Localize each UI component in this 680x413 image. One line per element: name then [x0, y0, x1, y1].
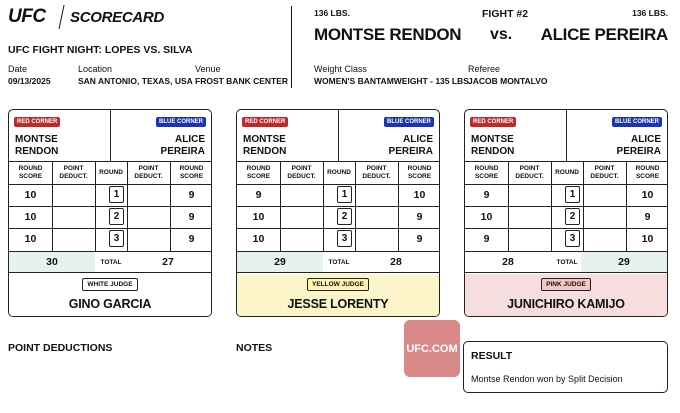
judge-name: JESSE LORENTY [287, 297, 389, 311]
blue-point-deduct-header: POINT DEDUCT. [134, 165, 163, 180]
red-last-name: RENDON [243, 146, 287, 157]
blue-total: 29 [581, 252, 667, 272]
round-row [9, 206, 211, 228]
red-round-score-header: ROUND SCORE [474, 165, 499, 180]
referee-label: Referee [468, 64, 501, 74]
blue-corner-fighter [617, 134, 661, 158]
point-deductions-title: POINT DEDUCTIONS [8, 342, 113, 354]
red-round-score: 10 [24, 233, 37, 245]
round-number: 1 [337, 186, 352, 203]
red-corner-fighter [15, 134, 58, 158]
blue-round-score: 10 [641, 189, 654, 201]
blue-round-score-header: ROUND SCORE [635, 165, 660, 180]
fight-number: FIGHT #2 [482, 8, 529, 20]
blue-last-name: PEREIRA [616, 146, 661, 157]
blue-round-score: 9 [188, 233, 195, 245]
blue-corner-badge: BLUE CORNER [612, 117, 662, 127]
blue-round-score: 10 [641, 233, 654, 245]
column-header-row [465, 162, 667, 184]
round-header: ROUND [555, 169, 579, 176]
round-row [465, 228, 667, 250]
notes-title: NOTES [236, 342, 273, 354]
red-corner-fighter [243, 134, 286, 158]
red-round-score: 10 [480, 211, 493, 223]
judge-card [8, 109, 212, 317]
column-header-row [9, 162, 211, 184]
red-total: 28 [465, 252, 551, 272]
blue-corner-badge: BLUE CORNER [384, 117, 434, 127]
red-last-name: RENDON [15, 146, 59, 157]
judge-badge: WHITE JUDGE [82, 278, 137, 291]
ufc-logo: UFC [8, 6, 46, 27]
red-round-score: 9 [255, 189, 262, 201]
red-total: 30 [9, 252, 95, 272]
blue-corner-fighter [389, 134, 433, 158]
blue-first-name: ALICE [403, 134, 433, 145]
round-row [237, 184, 439, 206]
venue-value: FROST BANK CENTER [195, 76, 289, 86]
total-row [9, 251, 211, 273]
blue-round-score: 10 [413, 189, 426, 201]
red-corner-fighter [471, 134, 514, 158]
total-label: TOTAL [100, 258, 122, 266]
round-row [237, 206, 439, 228]
result-text: Montse Rendon won by Split Decision [471, 374, 623, 384]
judge-card [464, 109, 668, 317]
blue-round-score: 9 [416, 233, 423, 245]
location-label: Location [78, 64, 113, 74]
corner-header [237, 110, 439, 162]
round-number: 1 [109, 186, 124, 203]
blue-weight: 136 LBS. [632, 8, 668, 18]
blue-fighter-name: ALICE PEREIRA [540, 25, 668, 44]
round-number: 3 [337, 230, 352, 247]
round-number: 2 [109, 208, 124, 225]
round-number: 3 [565, 230, 580, 247]
corner-header [9, 110, 211, 162]
total-row [465, 251, 667, 273]
total-row [237, 251, 439, 273]
judge-card [236, 109, 440, 317]
red-round-score: 9 [483, 233, 490, 245]
vs-label: vs. [490, 26, 513, 43]
judge-area [9, 274, 211, 317]
corner-divider [338, 110, 339, 162]
judge-name: JUNICHIRO KAMIJO [507, 297, 625, 311]
venue-label: Venue [195, 64, 221, 74]
blue-round-score: 9 [644, 211, 651, 223]
blue-first-name: ALICE [631, 134, 661, 145]
blue-round-score-header: ROUND SCORE [179, 165, 204, 180]
date-label: Date [8, 64, 28, 74]
round-header: ROUND [327, 169, 351, 176]
event-title: UFC FIGHT NIGHT: LOPES VS. SILVA [8, 44, 193, 56]
blue-round-score: 9 [188, 211, 195, 223]
red-round-score-header: ROUND SCORE [18, 165, 43, 180]
location-value: SAN ANTONIO, TEXAS, USA [78, 76, 193, 86]
round-row [465, 184, 667, 206]
total-label: TOTAL [328, 258, 350, 266]
round-row [465, 206, 667, 228]
judge-area [465, 274, 667, 317]
round-number: 2 [565, 208, 580, 225]
blue-round-score-header: ROUND SCORE [407, 165, 432, 180]
blue-last-name: PEREIRA [388, 146, 433, 157]
round-row [237, 228, 439, 250]
red-corner-badge: RED CORNER [470, 117, 516, 127]
red-last-name: RENDON [471, 146, 515, 157]
column-header-row [237, 162, 439, 184]
blue-total: 28 [353, 252, 439, 272]
judge-badge: YELLOW JUDGE [307, 278, 369, 291]
red-point-deduct-header: POINT DEDUCT. [287, 165, 316, 180]
corner-divider [566, 110, 567, 162]
round-number: 3 [109, 230, 124, 247]
judge-badge: PINK JUDGE [541, 278, 591, 291]
blue-total: 27 [125, 252, 211, 272]
blue-corner-fighter [161, 134, 205, 158]
red-first-name: MONTSE [471, 134, 514, 145]
red-round-score: 10 [252, 211, 265, 223]
red-round-score-header: ROUND SCORE [246, 165, 271, 180]
blue-point-deduct-header: POINT DEDUCT. [362, 165, 391, 180]
round-number: 2 [337, 208, 352, 225]
blue-corner-badge: BLUE CORNER [156, 117, 206, 127]
red-corner-badge: RED CORNER [14, 117, 60, 127]
round-header: ROUND [99, 169, 123, 176]
scorecard-title: SCORECARD [70, 9, 164, 26]
ufc-com-watermark: UFC.COM [404, 320, 460, 377]
weight-class-label: Weight Class [314, 64, 367, 74]
red-fighter-name: MONTSE RENDON [314, 25, 462, 44]
referee-value: JACOB MONTALVO [468, 76, 548, 86]
red-round-score: 10 [252, 233, 265, 245]
red-corner-badge: RED CORNER [242, 117, 288, 127]
header-divider [291, 6, 292, 88]
judge-area [237, 274, 439, 317]
weight-class-value: WOMEN'S BANTAMWEIGHT - 135 LBS. [314, 76, 472, 86]
blue-round-score: 9 [188, 189, 195, 201]
red-first-name: MONTSE [15, 134, 58, 145]
red-round-score: 10 [24, 189, 37, 201]
red-round-score: 9 [483, 189, 490, 201]
corner-divider [110, 110, 111, 162]
blue-first-name: ALICE [175, 134, 205, 145]
red-weight: 136 LBS. [314, 8, 350, 18]
blue-point-deduct-header: POINT DEDUCT. [590, 165, 619, 180]
red-point-deduct-header: POINT DEDUCT. [515, 165, 544, 180]
red-point-deduct-header: POINT DEDUCT. [59, 165, 88, 180]
corner-header [465, 110, 667, 162]
date-value: 09/13/2025 [8, 76, 51, 86]
round-row [9, 184, 211, 206]
red-total: 29 [237, 252, 323, 272]
blue-last-name: PEREIRA [160, 146, 205, 157]
result-box [463, 341, 668, 393]
logo-divider [58, 5, 64, 29]
blue-round-score: 9 [416, 211, 423, 223]
judge-name: GINO GARCIA [68, 297, 152, 311]
total-label: TOTAL [556, 258, 578, 266]
red-first-name: MONTSE [243, 134, 286, 145]
round-row [9, 228, 211, 250]
result-title: RESULT [471, 350, 513, 362]
round-number: 1 [565, 186, 580, 203]
red-round-score: 10 [24, 211, 37, 223]
